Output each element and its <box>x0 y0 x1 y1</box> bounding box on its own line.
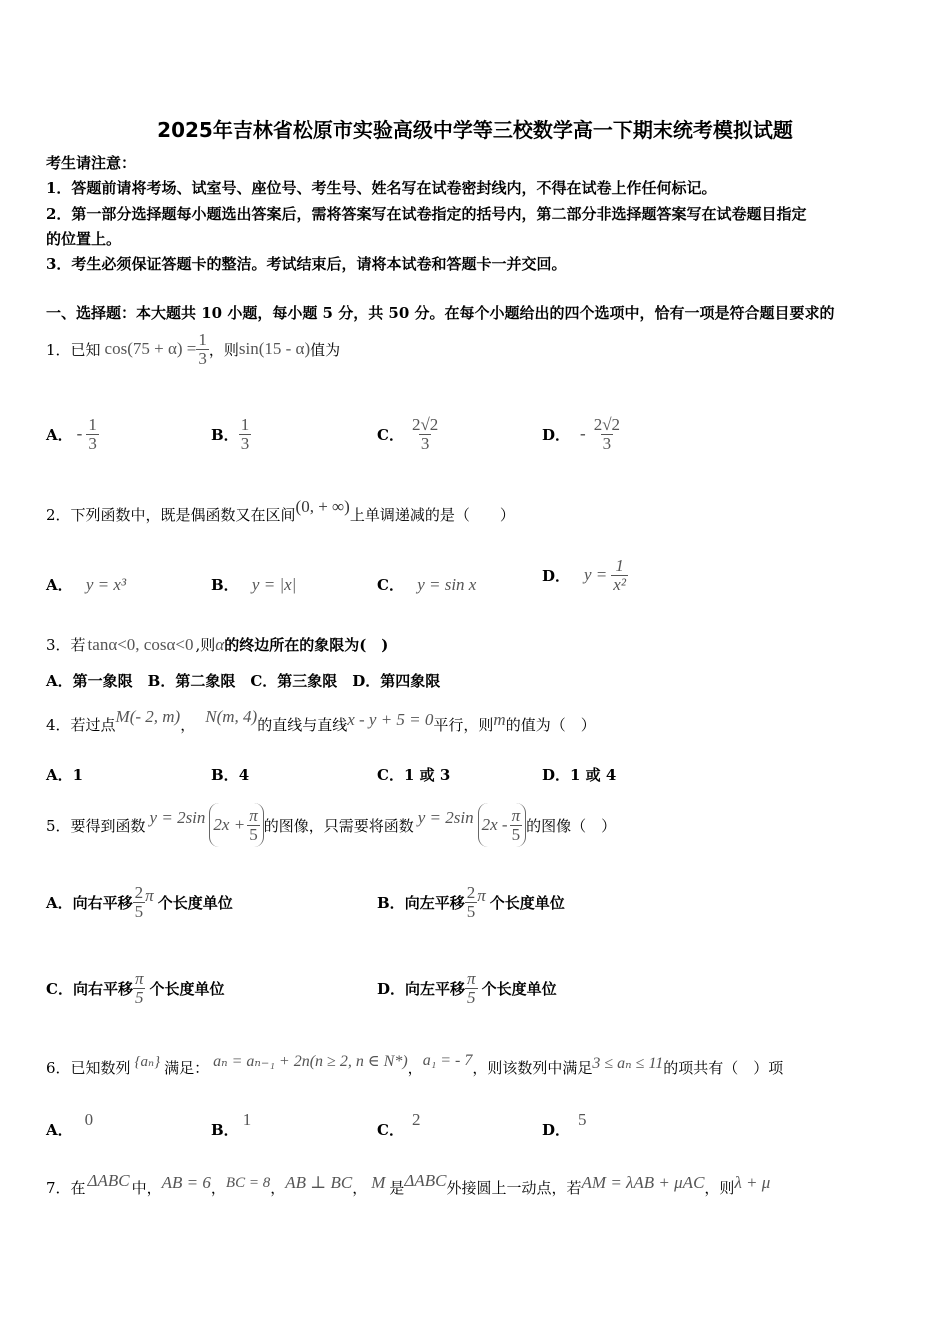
math-expr: λ + μ <box>734 1173 771 1192</box>
answer-option[interactable]: B．1 <box>211 1110 252 1139</box>
answer-option[interactable]: C． 向右平移 $\frac{\pi}{5}$ 个长度单位 <box>46 968 225 1007</box>
question-number: 6．已知数列 <box>46 1058 131 1077</box>
answer-option[interactable]: A．1 <box>46 766 84 784</box>
fraction: $\frac{1}{3}$ <box>198 329 207 368</box>
notice-item: 3．考生必须保证答题卡的整洁。考试结束后，请将本试卷和答题卡一并交回。 <box>46 255 567 273</box>
math-expr: ΔABC <box>87 1171 130 1190</box>
answer-option[interactable]: B． y = |x| <box>211 575 297 594</box>
section-heading: 一、选择题：本大题共 10 小题，每小题 5 分，共 50 分。在每个小题给出的四个选项中，恰有一项是符合题目要求的 <box>46 304 835 322</box>
math-expr: AB = 6 <box>161 1173 211 1192</box>
math-expr: aₙ = aₙ₋₁ + 2n(n ≥ 2, n ∈ N*) <box>213 1053 408 1070</box>
math-expr: (0, + ∞) <box>295 497 350 516</box>
math-expr: y = 2sin <box>417 808 474 827</box>
question-text: ，则 <box>208 340 239 359</box>
question-text: 的项共有（ ）项 <box>663 1058 784 1077</box>
math-expr: a₁ = - 7 <box>422 1052 473 1069</box>
math-expr: BC = 8 <box>225 1174 271 1191</box>
answer-option[interactable]: A． 向右平移 $\frac{2}{5}$ π 个长度单位 <box>46 882 233 921</box>
notice-item: 的位置上。 <box>46 230 122 248</box>
question-number: 4．若过点 <box>46 715 116 734</box>
question-2 <box>46 494 515 534</box>
answer-option[interactable]: D．5 <box>542 1110 587 1139</box>
question-text: 的图像（ ） <box>526 816 617 835</box>
math-parenthesis: 2x + $\frac{\pi}{5}$ <box>209 803 263 847</box>
answer-option[interactable]: C． $\frac{2√2}{3}$ <box>377 414 439 453</box>
answer-option[interactable]: C．1 或 3 <box>377 766 451 784</box>
answer-option[interactable]: B． 向左平移 $\frac{2}{5}$ π 个长度单位 <box>377 882 565 921</box>
math-expr: M <box>371 1173 386 1192</box>
math-expr: N(m, 4) <box>205 707 258 726</box>
answer-option[interactable]: D． y = $\frac{1}{\text{x²}}$ <box>542 555 626 594</box>
math-expr: AB ⊥ BC <box>285 1173 353 1192</box>
question-number: 3．若 <box>46 636 86 654</box>
question-text: 平行，则 <box>433 715 494 734</box>
question-1 <box>46 326 340 372</box>
answer-option[interactable]: D． 向左平移 $\frac{\pi}{5}$ 个长度单位 <box>377 968 557 1007</box>
question-7: 7．在 ΔABC 中， AB = 6 ， BC = 8 ， AB ⊥ BC ， M 是 ΔABC 外接圆上一动点，若 AM = λAB + μAC ，则 λ + μ <box>46 1171 771 1197</box>
answer-option[interactable]: A．0 <box>46 1110 94 1139</box>
question-number: 1．已知 <box>46 340 101 359</box>
question-6: 6．已知数列 {aₙ} 满足： aₙ = aₙ₋₁ + 2n(n ≥ 2, n ∈ N*) ， a₁ = - 7 ，则该数列中满足 3 ≤ aₙ ≤ 11 的项共有（ ）项 <box>46 1052 784 1077</box>
question-text: 上单调递减的是（ ） <box>349 505 515 524</box>
answer-option[interactable]: C．2 <box>377 1110 421 1139</box>
question-text: 的图像，只需要将函数 <box>263 816 414 835</box>
question-5 <box>46 800 616 850</box>
answer-option[interactable]: D．1 或 4 <box>542 766 617 784</box>
answer-option[interactable]: B．4 <box>211 766 250 784</box>
question-text: 的直线与直线 <box>257 715 348 734</box>
question-number: 7．在 <box>46 1178 86 1197</box>
question-number: 5．要得到函数 <box>46 816 146 835</box>
math-expr: x - y + 5 = 0 <box>347 710 434 729</box>
answer-option[interactable]: B． $\frac{1}{3}$ <box>211 414 250 453</box>
math-expr: m <box>493 710 506 729</box>
question-3 <box>46 634 388 655</box>
question-text: 的终边所在的象限为( ) <box>224 636 389 654</box>
math-expr: tanα<0, cosα<0 <box>87 634 194 654</box>
question-text: ,则 <box>195 636 216 654</box>
math-expr: ΔABC <box>404 1171 447 1190</box>
answer-option[interactable]: D． - $\frac{2√2}{3}$ <box>542 414 621 453</box>
answer-option[interactable]: A． y = x³ <box>46 575 127 594</box>
notice-item: 2．第一部分选择题每小题选出答案后，需将答案写在试卷指定的括号内，第二部分非选择题答案写在试卷题目指定 <box>46 205 807 223</box>
math-expr: 3 ≤ aₙ ≤ 11 <box>592 1055 664 1072</box>
math-expr: {aₙ} <box>134 1053 161 1070</box>
answer-option[interactable]: C． y = sin x <box>377 575 477 594</box>
math-expr: AM = λAB + μAC <box>581 1173 705 1192</box>
math-expr: M(- 2, m) <box>115 707 181 726</box>
question-text: ，则该数列中满足 <box>472 1058 593 1077</box>
question-number: 2．下列函数中，既是偶函数又在区间 <box>46 505 296 524</box>
question-text: 满足： <box>164 1058 210 1077</box>
math-expr: cos(75 + α) = <box>104 339 197 358</box>
math-expr: sin(15 - α) <box>238 339 311 358</box>
notice-heading: 考生请注意： <box>46 154 137 172</box>
page-title: 2025年吉林省松原市实验高级中学等三校数学高一下期末统考模拟试题 <box>157 118 793 142</box>
question-text: 值为 <box>310 340 341 359</box>
question-4: 4．若过点 M(- 2, m) ， N(m, 4) 的直线与直线 x - y + 5 = 0 平行，则 m 的值为（ ） <box>46 707 596 734</box>
notice-item: 1．答题前请将考场、试室号、座位号、考生号、姓名写在试卷密封线内，不得在试卷上作任何标记。 <box>46 179 717 197</box>
question-text: 外接圆上一动点，若 <box>446 1178 582 1197</box>
math-parenthesis: 2x - $\frac{\pi}{5}$ <box>478 803 527 847</box>
answer-option[interactable]: A． - $\frac{1}{3}$ <box>46 414 97 453</box>
math-expr: α <box>215 634 225 654</box>
answer-options-line[interactable]: A．第一象限 B．第二象限 C．第三象限 D．第四象限 <box>46 672 441 690</box>
math-expr: y = 2sin <box>149 808 206 827</box>
question-text: 的值为（ ） <box>505 715 596 734</box>
